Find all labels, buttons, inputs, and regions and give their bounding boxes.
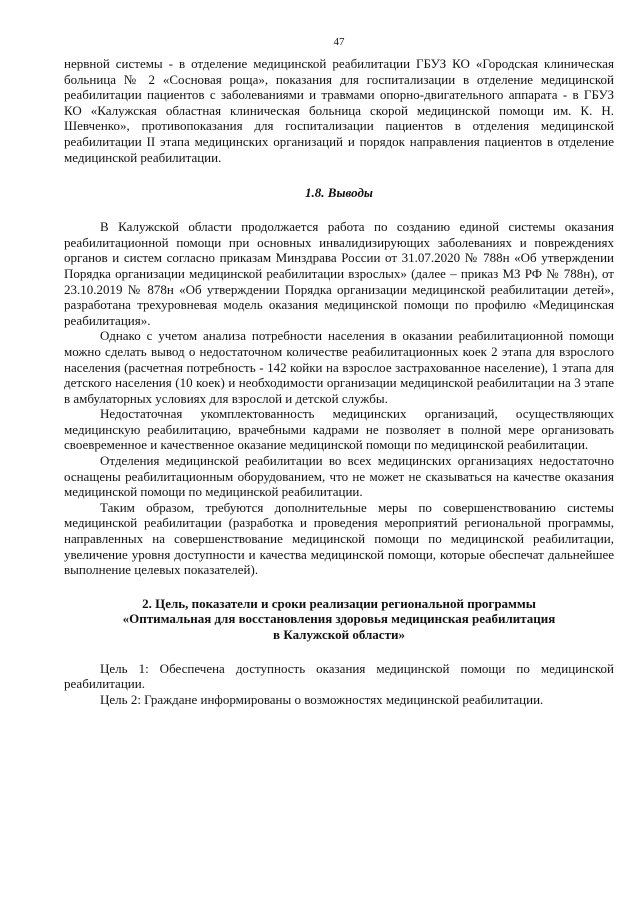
paragraph: Недостаточная укомплектованность медицинских организаций, осуществляющих медицинскую реабилитацию, врачебными кадрами не позволяет в полной мере организовать своевременное и качественное оказание медицинской помощи по медицинской реабилитации. [64, 406, 614, 453]
chapter-heading-line: 2. Цель, показатели и сроки реализации региональной программы [142, 595, 536, 611]
paragraph: В Калужской области продолжается работа по созданию единой системы оказания реабилитационной помощи при основных инвалидизирующих заболеваниях и повреждениях органов и систем согласно приказам Минздрава России от 31.07.2020 № 788н «Об утверждении Порядка организации медицинской реабилитации взрослых» (далее – приказ МЗ РФ № 788н), от 23.10.2019 № 878н «Об утверждении Порядка организации медицинской реабилитации детей», разработана трехуровневая модель оказания медицинской помощи по профилю «Медицинская реабилитация». [64, 219, 614, 328]
paragraph: Таким образом, требуются дополнительные меры по совершенствованию системы медицинской реабилитации (разработка и проведения мероприятий региональной программы, направленных на совершенствование медицинской помощи по медицинской реабилитации, увеличение уровня доступности и качества медицинской помощи, которые обеспечат дальнейшее выполнение целевых показателей). [64, 499, 614, 578]
goal-1: Цель 1: Обеспечена доступность оказания медицинской помощи по медицинской реабилитации. [64, 660, 614, 692]
chapter-heading-line: в Калужской области» [273, 627, 405, 642]
goal-2: Цель 2: Граждане информированы о возможностях медицинской реабилитации. [100, 691, 544, 707]
page-number: 47 [333, 36, 345, 48]
chapter-heading [64, 596, 614, 643]
chapter-heading-line: «Оптимальная для восстановления здоровья медицинская реабилитация [122, 611, 556, 627]
paragraph: Однако с учетом анализа потребности населения в оказании реабилитационной помощи можно сделать вывод о недостаточном количестве реабилитационных коек 2 этапа для взрослого населения (расчетная потребность - 142 койки на взрослое застрахованное население), 1 этапа для детского населения (10 коек) и необходимости организации медицинской реабилитации на 3 этапе в амбулаторных условиях для взрослой и детской службы. [64, 328, 614, 406]
intro-paragraph: нервной системы - в отделение медицинской реабилитации ГБУЗ КО «Городская клиническая больница № 2 «Сосновая роща», показания для госпитализации в отделение медицинской реабилитации пациентов с заболеваниями и травмами опорно-двигательного аппарата - в ГБУЗ КО «Калужская областная клиническая больница скорой медицинской помощи им. К. Н. Шевченко», противопоказания для госпитализации пациентов в отделения медицинской реабилитации II этапа медицинских организаций и порядок направления пациентов в отделение медицинской реабилитации. [64, 56, 614, 165]
section-heading-conclusions: 1.8. Выводы [305, 185, 373, 201]
paragraph: Отделения медицинской реабилитации во всех медицинских организациях недостаточно оснащены реабилитационным оборудованием, что не может не сказываться на качестве оказания медицинской помощи по медицинской реабилитации. [64, 453, 614, 500]
